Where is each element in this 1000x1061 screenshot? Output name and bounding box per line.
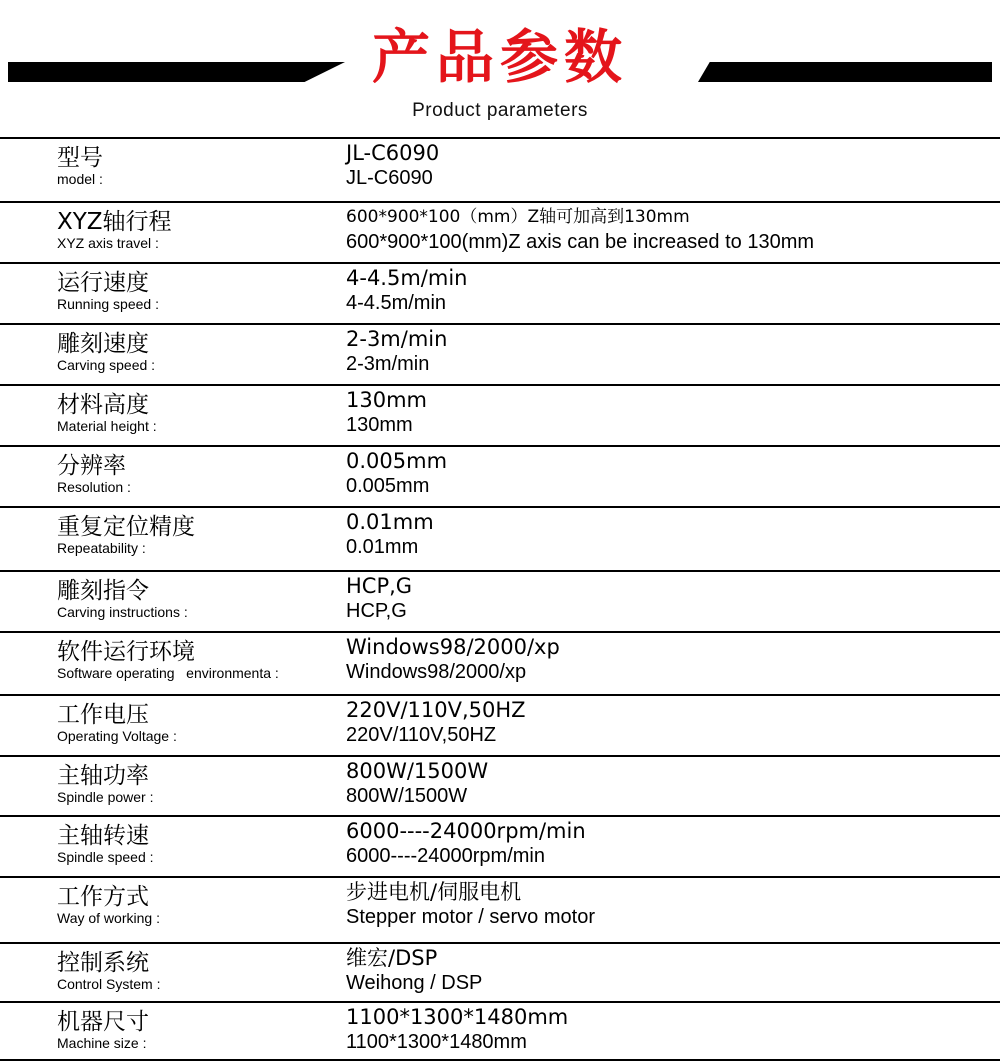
spec-value xyxy=(346,388,427,438)
spec-row xyxy=(0,203,1000,264)
spec-label-en: Carving speed : xyxy=(57,357,156,373)
spec-label-cn: 工作电压 xyxy=(57,702,149,728)
page-subtitle: Product parameters xyxy=(412,100,588,121)
spec-value-secondary: Stepper motor / servo motor xyxy=(346,906,595,928)
spec-value-primary: 800W/1500W xyxy=(346,759,489,783)
spec-label-en: Material height : xyxy=(57,418,157,434)
spec-label xyxy=(57,1009,149,1051)
spec-label-en: Carving instructions : xyxy=(57,604,188,620)
spec-row xyxy=(0,1003,1000,1061)
spec-value-secondary: 0.01mm xyxy=(346,536,419,558)
spec-label-cn: 主轴功率 xyxy=(57,763,149,789)
spec-value-primary: 0.01mm xyxy=(346,510,434,534)
spec-value xyxy=(346,327,447,377)
spec-label-en: Way of working : xyxy=(57,910,160,926)
spec-label-cn: 重复定位精度 xyxy=(57,514,195,540)
spec-label xyxy=(57,392,157,434)
spec-value xyxy=(346,205,814,255)
spec-label-en: Running speed : xyxy=(57,296,159,312)
spec-label-en: Resolution : xyxy=(57,479,131,495)
spec-value xyxy=(346,266,467,316)
spec-value-secondary: 800W/1500W xyxy=(346,785,468,807)
spec-label xyxy=(57,950,160,992)
spec-label-cn: 软件运行环境 xyxy=(57,639,195,665)
spec-value xyxy=(346,946,482,996)
spec-row xyxy=(0,878,1000,944)
spec-label xyxy=(57,702,177,744)
spec-row xyxy=(0,944,1000,1003)
spec-label xyxy=(57,884,160,926)
spec-row xyxy=(0,817,1000,878)
spec-value-primary: HCP,G xyxy=(346,574,413,598)
spec-label-cn: 材料高度 xyxy=(57,392,149,418)
spec-label-cn: XYZ轴行程 xyxy=(57,209,172,235)
spec-value-primary: 0.005mm xyxy=(346,449,448,473)
spec-table xyxy=(0,137,1000,1061)
spec-label-en: Repeatability : xyxy=(57,540,146,556)
spec-label-cn: 分辨率 xyxy=(57,453,126,479)
spec-value-primary: Windows98/2000/xp xyxy=(346,635,560,659)
spec-value-secondary: 2-3m/min xyxy=(346,353,430,375)
spec-label xyxy=(57,209,172,251)
spec-row xyxy=(0,508,1000,572)
spec-value-primary: 220V/110V,50HZ xyxy=(346,698,526,722)
spec-value xyxy=(346,635,560,685)
page-header xyxy=(0,0,1000,138)
spec-label xyxy=(57,823,154,865)
page-title: 产品参数 xyxy=(371,23,628,91)
spec-value xyxy=(346,698,526,748)
spec-value-primary: 步进电机/伺服电机 xyxy=(346,880,522,904)
spec-value-primary: 2-3m/min xyxy=(346,327,448,351)
spec-value-primary: 维宏/DSP xyxy=(346,946,438,970)
spec-label-en: model : xyxy=(57,171,103,187)
spec-label-cn: 雕刻指令 xyxy=(57,578,149,604)
spec-label-cn: 工作方式 xyxy=(57,884,149,910)
spec-value-secondary: Windows98/2000/xp xyxy=(346,661,527,683)
spec-row xyxy=(0,264,1000,325)
spec-row xyxy=(0,386,1000,447)
spec-label-cn: 机器尺寸 xyxy=(57,1009,149,1035)
spec-value-secondary: 220V/110V,50HZ xyxy=(346,724,497,746)
spec-label-cn: 运行速度 xyxy=(57,270,149,296)
spec-value-secondary: Weihong / DSP xyxy=(346,972,483,994)
spec-label-cn: 雕刻速度 xyxy=(57,331,149,357)
spec-value-primary: 600*900*100（mm）Z轴可加高到130mm xyxy=(346,207,690,227)
spec-label-en: Spindle speed : xyxy=(57,849,154,865)
spec-value-secondary: 6000----24000rpm/min xyxy=(346,845,545,867)
spec-value-secondary: JL-C6090 xyxy=(346,167,433,189)
spec-value-primary: 4-4.5m/min xyxy=(346,266,468,290)
spec-row xyxy=(0,633,1000,696)
spec-label-en: XYZ axis travel : xyxy=(57,235,159,251)
spec-label-cn: 控制系统 xyxy=(57,950,149,976)
spec-label xyxy=(57,453,131,495)
spec-label xyxy=(57,331,155,373)
spec-value xyxy=(346,880,595,930)
spec-row xyxy=(0,139,1000,203)
spec-value xyxy=(346,759,488,809)
spec-row xyxy=(0,572,1000,633)
spec-label-en: Machine size : xyxy=(57,1035,147,1051)
spec-value-secondary: HCP,G xyxy=(346,600,407,622)
spec-label xyxy=(57,763,154,805)
spec-value xyxy=(346,449,447,499)
spec-label-en: Software operating environmenta : xyxy=(57,665,279,681)
spec-value-secondary: 4-4.5m/min xyxy=(346,292,447,314)
spec-row xyxy=(0,696,1000,757)
spec-row xyxy=(0,447,1000,508)
spec-label xyxy=(57,270,159,312)
spec-value xyxy=(346,141,439,191)
spec-label-en: Operating Voltage : xyxy=(57,728,177,744)
spec-label-en: Spindle power : xyxy=(57,789,154,805)
spec-value-secondary: 0.005mm xyxy=(346,475,430,497)
spec-value-secondary: 600*900*100(mm)Z axis can be increased to 130mm xyxy=(346,231,815,253)
spec-value-primary: 1100*1300*1480mm xyxy=(346,1005,569,1029)
spec-value-secondary: 130mm xyxy=(346,414,413,436)
spec-value-primary: 6000----24000rpm/min xyxy=(346,819,586,843)
spec-value xyxy=(346,510,434,560)
spec-label xyxy=(57,145,103,187)
spec-row xyxy=(0,757,1000,817)
spec-value xyxy=(346,819,586,869)
spec-label xyxy=(57,514,195,556)
spec-row xyxy=(0,325,1000,386)
spec-value xyxy=(346,1005,568,1055)
spec-label-cn: 型号 xyxy=(57,145,103,171)
spec-value xyxy=(346,574,412,624)
spec-label xyxy=(57,639,279,681)
spec-value-secondary: 1100*1300*1480mm xyxy=(346,1031,527,1053)
spec-value-primary: 130mm xyxy=(346,388,427,412)
spec-value-primary: JL-C6090 xyxy=(346,141,440,165)
spec-label-en: Control System : xyxy=(57,976,161,992)
spec-label xyxy=(57,578,188,620)
spec-label-cn: 主轴转速 xyxy=(57,823,149,849)
